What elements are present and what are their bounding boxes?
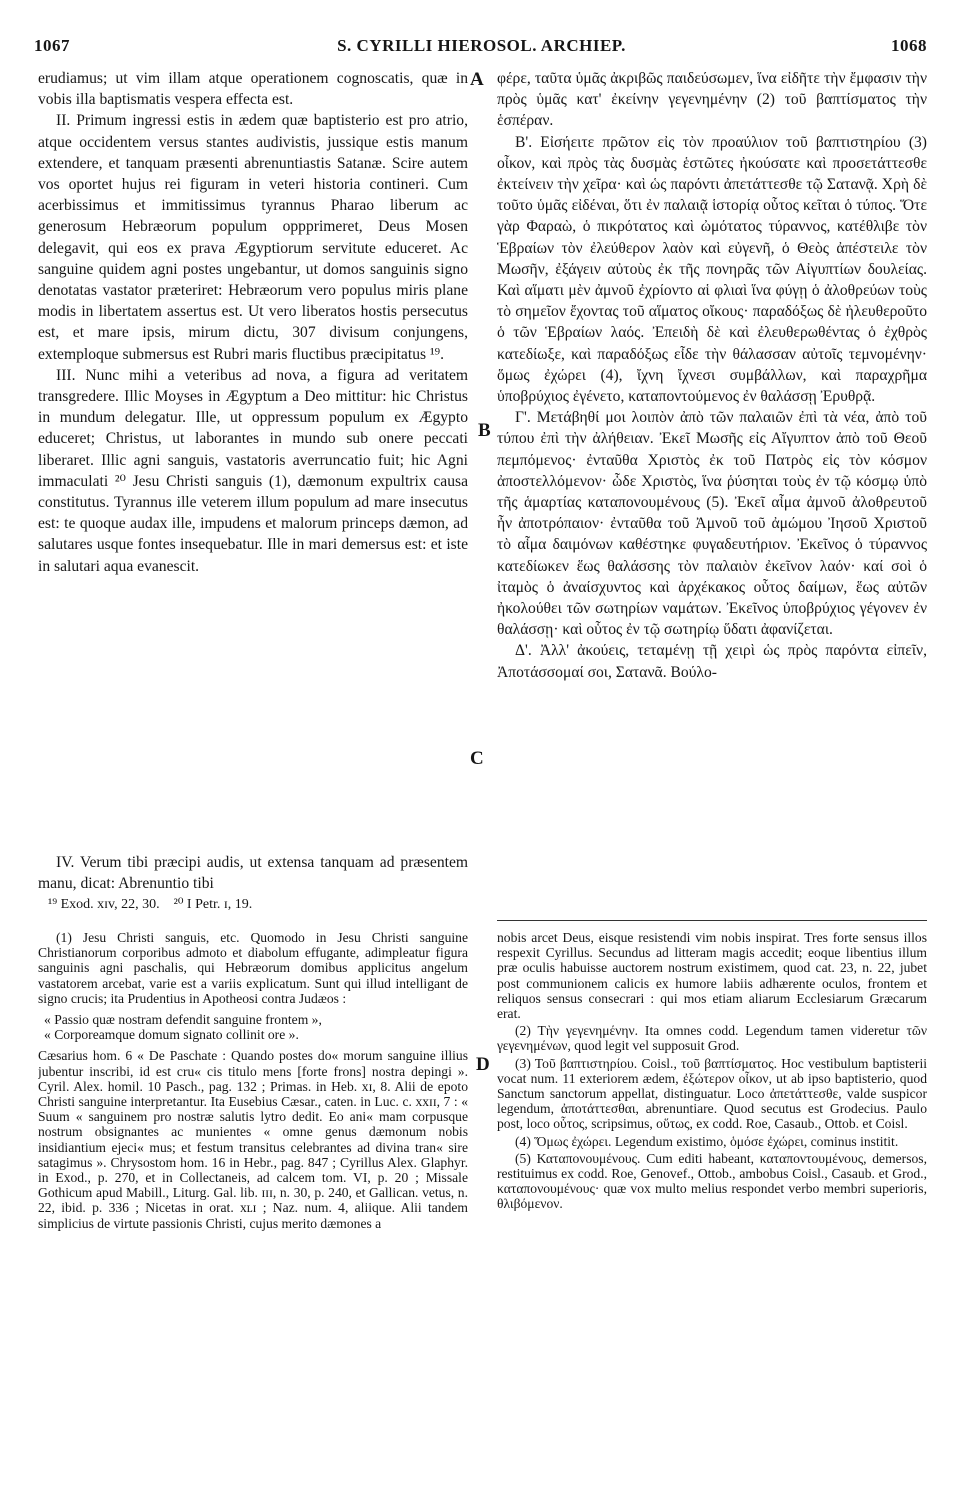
margin-letter-c: C <box>470 748 484 769</box>
latin-paragraph-4 <box>38 852 468 894</box>
note-1: (1) Jesu Christi sanguis, etc. Quomodo in Jesu Christi sanguine Christianorum corporibus admoto et diabolum effugante, adimpleatur figura sanguinis agni paschalis, qui Hebræorum domibus applicitus angelum vastatorem arcebat, varie est a variis explicatum. Sunt qui illud intelligant de signo crucis; ita Prudentius in Apotheosi contra Judæos : <box>38 930 468 1006</box>
greek-text-column <box>497 68 927 838</box>
margin-letter-d: D <box>476 1054 490 1075</box>
note-4: (4) Ὅμως ἐχώρει. Legendum existimo, ὁμόσε ἐχώρει, cominus institit. <box>515 1133 899 1149</box>
latin-paragraph-2: II. Primum ingressi estis in ædem quæ baptisterio est pro atrio, atque occidentem versus stantes audivistis, jussique estis manum extendere, et tanquam præsenti abrenuntiastis Satanæ. Scire autem vos oportet hujus rei figuram in veteri historia contineri. Cum acerbissimus et immitissimus tyrannus Pharao liberum ac generosum Hebræorum populum oppprimeret, Deus Mosen delegavit, qui eos ex prava Ægyptiorum servitute educeret. Ac sanguine quidem agni postes ungebantur, ut domos sanguinis signo denotatas vastator præteriret: Hebræorum vero populus miris plane modis in libertatem assertus est. Ut vero liberatos hostis persecutus est, et mare ipsis, mirum dictu, 307 divisum conjungens, extemploque submersus est Rubri maris fluctibus præcipitatus ¹⁹. <box>38 112 468 363</box>
verse-line-2: « Corporeamque domum signato collinit ore ». <box>44 1027 299 1043</box>
left-column-number: 1067 <box>34 36 70 55</box>
note-1-continued: Cæsarius hom. 6 « De Paschate : Quando postes do« morum sanguine illius jubentur inscribi, id est cru« cis titulo mens [forte frons] nostra depingi ». Cyril. Alex. homil. 10 Pasch., pag. 132 ; Primas. in Heb. xɪ, 8. Alii de epoto Christi sanguine interpretantur. Ita Eusebius Cæsar., caten. in Luc. c. xxɪɪ, 7 : « Suum « sanguinem pro nostræ salutis lytro dedit. Eo ani« mam corpusque nostrum obsignantes ac munientes « omne genus dæmonum nobis insidiantium ejeci« mus; et festum transitus celebrantes ad divina tran« sire satagimus ». Chrysostom hom. 16 in Hebr., pag. 847 ; Cyrillus Alex. Glaphyr. in Exod., p. 270, et in Collectaneis, ad calcem tom. VI, p. 20 ; Missale Gothicum apud Mabill., Liturg. Gal. lib. ɪɪɪ, n. 30, p. 240, et Gallican. vetus, n. 22, ibid. p. 336 ; Nicetas in orat. xʟɪ ; Naz. num. 4, aliique. Alii tandem simplicius de virtute passionis Christi, cujus merito dæmones a <box>38 1048 468 1231</box>
greek-paragraph-2: Β'. Εἰσήειτε πρῶτον εἰς τὸν προαύλιον τοῦ βαπτιστηρίου (3) οἶκον, καὶ πρὸς τὰς δυσμὰς ἑστῶτες ἠκούσατε καὶ προσετάττεσθε ἐκτείνειν τὴν χεῖρα· καὶ ὡς παρόντι ἀπετάττεσθε τῷ Σατανᾷ. Χρὴ δὲ τοῦτο ὑμᾶς εἰδέναι, ὅτι ἐν παλαιᾷ ἱστορίᾳ οὗτος κεῖται ὁ τύπος. Ὅτε γὰρ Φαραὼ, ὁ πικρότατος καὶ ὠμότατος τύραννος, κατέθλιβε τὸν Ἑβραίων τὸν ἐλεύθερον λαὸν καὶ εὐγενῆ, ὁ Θεὸς ἀπέστειλε τὸν Μωσῆν, ἐξάγειν αὐτοὺς ἐκ τῆς πονηρᾶς τῶν Αἰγυπτίων δουλείας. Καὶ αἵματι μὲν ἀμνοῦ ἐχρίοντο αἱ φλιαὶ ἵνα φύγῃ ὁ ἀλοθρεύων τοὺς τὸ σημεῖον ἔχοντας τοῦ αἵματος οἴκους· παραδόξως δὲ ἠλευθεροῦτο ὁ τῶν Ἑβραίων λαός. Ἐπειδὴ δὲ καὶ ἐλευθερωθέντας ὁ ἐχθρὸς κατεδίωξε, καὶ παραδόξως εἶδε τὴν θάλασσαν αὐτοῖς τεμνομένην· ὅμως ἐχώρει (4), ἴχνη ἴχνεσι συμβάλλων, καὶ παραχρῆμα ὑποβρύχιος ἐγένετο, καταποντούμενος ἐν θαλάσσῃ Ἐρυθρᾷ. <box>497 133 927 406</box>
latin-paragraph-4-text: IV. Verum tibi præcipi audis, ut extensa tanquam ad præsentem manu, dicat: Abrenuntio tibi <box>38 854 468 893</box>
latin-paragraph-3: III. Nunc mihi a veteribus ad nova, a figura ad veritatem transgredere. Illic Moyses in Ægyptum a Deo mittitur: hic Christus in mundum delegatur. Ille, ut oppressum populum ex Ægypto educeret; Christus, ut laborantes in mundo sub onere peccati liberaret. Illic agni sanguis, vastatoris averruncatio fuit; hic Agni immaculati ²⁰ Jesu Christi sanguis (1), dæmonum expultrix causa constitutus. Tyrannus ille veterem illum populum ad mare insecutus est: te quoque audax ille, impudens et malorum princeps dæmon, ad salutares usque fontes insequebatur. Ille in mari demersus est: et iste in salutari aqua evanescit. <box>38 366 468 575</box>
note-2: (2) Τὴν γεγενημένην. Ita omnes codd. Legendum tamen videretur τῶν γεγενημένων, quod legit vel supposuit Grod. <box>497 1023 927 1054</box>
footnote-19: ¹⁹ Exod. xɪv, 22, 30. <box>48 897 160 912</box>
footnote-references <box>48 896 468 913</box>
notes-divider <box>497 920 927 921</box>
latin-paragraph-1: erudiamus; ut vim illam atque operationem cognoscatis, quæ in vobis illa baptismatis vespera effecta est. <box>38 70 468 109</box>
note-1-end: nobis arcet Deus, eisque resistendi vim nobis inspirat. Tres forte sensus illos respexit Cyrillus. Secundus ad litteram magis accedit; eoque libentius illum præ oculis habuisse auctorem nostrum existimem, quod cat. 23, n. 22, jubet post communionem calicis ex humore labiis adhærente oculos, frontem et reliquos sensus consecrari : qui mos etiam aliarum Ecclesiarum Græcarum erat. <box>497 930 927 1022</box>
verse-line-1: « Passio quæ nostram defendit sanguine frontem », <box>44 1012 322 1028</box>
margin-letter-a: A <box>470 69 484 90</box>
note-5: (5) Καταπονουμένους. Cum editi habeant, καταποντουμένους, demersos, restituimus ex codd. Roe, Genovef., Ottob., ambobus Coisl., Casaub. et Grod., καταπονουμένους· quæ vox multo melius respondet verbo membri superioris, θλιβόμενον. <box>497 1150 927 1212</box>
note-3: (3) Τοῦ βαπτιστηρίου. Coisl., τοῦ βαπτίσματος. Hoc vestibulum baptisterii vocat num. 11 exteriorem ædem, ἐξώτερον οἶκον, ut ab ipso baptisterio, quod Sanctum sanctorum appellat, distinguatur. Loco ἀπετάττεσθε, valde suspicor legendum, ἀποτάττεσθαι, abrenuntiare. Quod secutus est Grodecius. Paulo post, loco οὗτος, scripsimus, οὕτως, ex codd. Roe, Casaub., Ottob. et Coisl. <box>497 1055 927 1132</box>
running-title: S. CYRILLI HIEROSOL. ARCHIEP. <box>337 36 626 55</box>
notes-left-column <box>38 930 468 1500</box>
greek-paragraph-1: φέρε, ταῦτα ὑμᾶς ἀκριβῶς παιδεύσωμεν, ἵνα εἰδῆτε τὴν ἔμφασιν τὴν πρὸς ὑμᾶς κατ' ἐκείνην γεγενημένην (2) τοῦ βαπτίσματος τὴν ἑσπέραν. <box>497 70 927 130</box>
notes-right-column <box>497 930 927 1500</box>
greek-paragraph-4: Δ'. Ἀλλ' ἀκούεις, τεταμένῃ τῇ χειρὶ ὡς πρὸς παρόντα εἰπεῖν, Ἀποτάσσομαί σοι, Σατανᾶ. Βούλο- <box>497 642 927 681</box>
latin-text-column <box>38 68 468 768</box>
greek-paragraph-3: Γ'. Μετάβηθί μοι λοιπὸν ἀπὸ τῶν παλαιῶν ἐπὶ τὰ νέα, ἀπὸ τοῦ τύπου ἐπὶ τὴν ἀλήθειαν. Ἐκεῖ Μωσῆς εἰς Αἴγυπτον ἀπὸ τοῦ Θεοῦ πεμπόμενος· ἐνταῦθα Χριστὸς ἐκ τοῦ Πατρὸς εἰς τὸν κόσμον ἀποστελλόμενον· ὧδε Χριστὸς, ἵνα ῥύσηται τοὺς ἐν τῷ κόσμῳ ὑπὸ τῆς ἁμαρτίας καταπονουμένους (5). Ἐκεῖ αἷμα ἀμνοῦ ἀλοθρευτοῦ ἦν ἀποτρόπαιον· ἐνταῦθα τοῦ Ἀμνοῦ τοῦ ἀμώμου Ἰησοῦ Χριστοῦ τὸ αἷμα δαιμόνων καθέστηκε φυγαδευτήριον. Ἐκεῖνος ὁ τύραννος κατεδίωκεν ἕως θαλάσσης τὸν παλαιὸν ἐκεῖνον λαόν· καί σοὶ ὁ ἰταμὸς ὁ ἀναίσχυντος καὶ ἀρχέκακος οὗτος δαίμων, ἕως αὐτῶν ἠκολούθει τῶν σωτηρίων ναμάτων. Ἐκεῖνος ὑποβρύχιος γέγονεν ἐν θαλάσσῃ· καὶ οὗτος ἐν τῷ σωτηρίῳ ὕδατι ἀφανίζεται. <box>497 409 927 639</box>
footnote-20: ²⁰ I Petr. ɪ, 19. <box>173 897 253 912</box>
margin-letter-b: B <box>478 420 491 441</box>
right-column-number: 1068 <box>891 36 927 55</box>
